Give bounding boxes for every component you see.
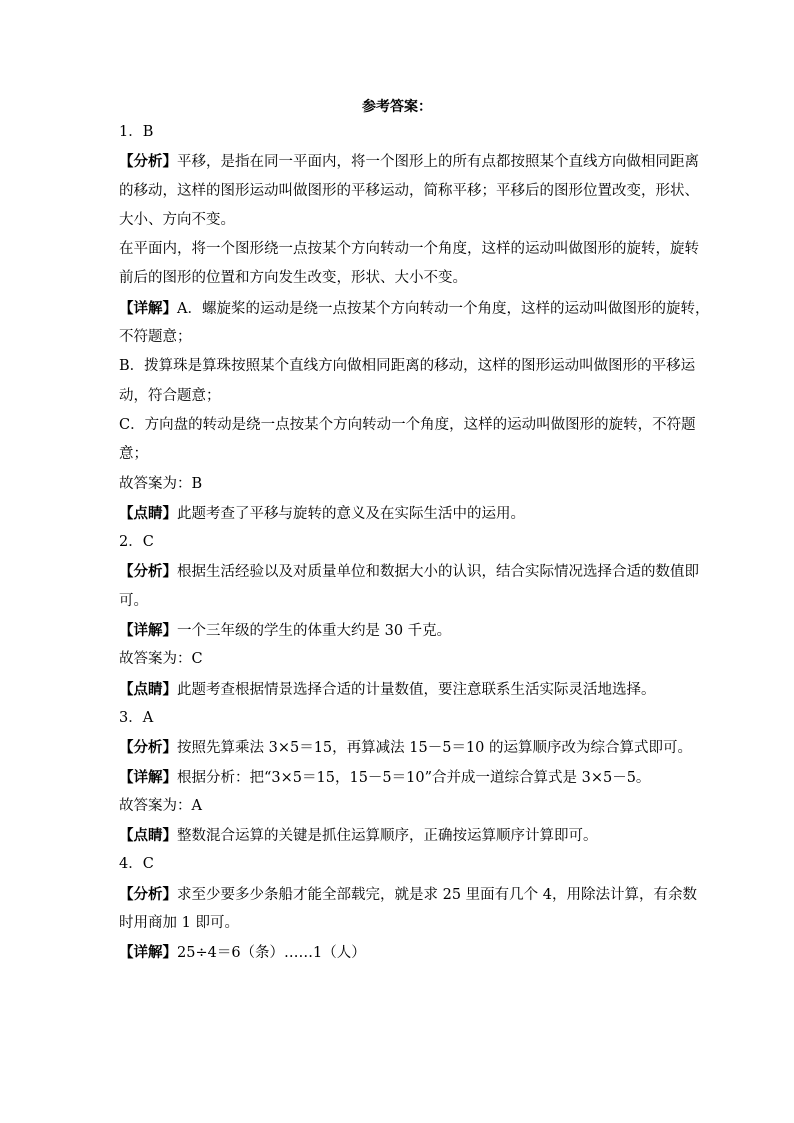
section-tag: 【分析】 xyxy=(119,563,177,581)
text-line xyxy=(119,792,679,821)
line-text: 一个三年级的学生的体重大约是 30 千克。 xyxy=(177,623,452,640)
text-line xyxy=(119,821,679,850)
section-tag: 【详解】 xyxy=(119,944,177,962)
text-line xyxy=(119,235,699,264)
line-text: 25÷4＝6（条）……1（人） xyxy=(177,945,366,962)
text-line xyxy=(119,382,679,411)
line-text: 大小、方向不变。 xyxy=(119,211,235,228)
page-title: 参考答案： xyxy=(362,99,432,115)
text-line xyxy=(119,177,699,206)
text-line xyxy=(119,909,679,938)
line-text: 在平面内，将一个图形绕一点按某个方向转动一个角度，这样的运动叫做图形的旋转，旋转 xyxy=(119,241,699,258)
section-tag: 【点睛】 xyxy=(119,504,177,522)
text-line xyxy=(119,264,679,293)
text-line xyxy=(119,323,679,352)
text-line xyxy=(119,352,696,381)
section-tag: 【详解】 xyxy=(119,299,177,317)
text-line xyxy=(119,675,679,704)
line-text: 不符题意； xyxy=(119,329,192,346)
line-text: 可。 xyxy=(119,592,148,609)
text-line xyxy=(119,763,679,792)
line-text: 前后的图形的位置和方向发生改变，形状、大小不变。 xyxy=(119,270,467,287)
text-line xyxy=(119,147,699,176)
text-line xyxy=(119,938,679,967)
text-line xyxy=(119,645,679,674)
line-text: 此题考查根据情景选择合适的计量数值，要注意联系生活实际灵活地选择。 xyxy=(177,681,656,698)
text-line xyxy=(119,880,698,909)
line-text: 故答案为：B xyxy=(119,475,203,492)
section-tag: 【分析】 xyxy=(119,153,177,171)
section-tag: 【点睛】 xyxy=(119,680,177,698)
line-text: 4．C xyxy=(119,856,154,873)
line-text: 3．A xyxy=(119,709,154,726)
line-text: C．方向盘的转动是绕一点按某个方向转动一个角度，这样的运动叫做图形的旋转，不符题 xyxy=(119,416,696,433)
line-text: A．螺旋桨的运动是绕一点按某个方向转动一个角度，这样的运动叫做图形的旋转， xyxy=(177,300,710,317)
line-text: 2．C xyxy=(119,534,154,551)
text-line xyxy=(119,411,696,440)
line-text: 按照先算乘法 3×5＝15，再算减法 15－5＝10 的运算顺序改为综合算式即可。 xyxy=(177,740,693,757)
section-tag: 【点睛】 xyxy=(119,827,177,845)
line-text: 意； xyxy=(119,446,148,463)
text-line xyxy=(119,499,679,528)
text-line xyxy=(119,850,679,879)
line-text: 1．B xyxy=(119,124,154,140)
text-line xyxy=(119,294,710,323)
answer-content xyxy=(119,118,710,968)
line-text: 此题考查了平移与旋转的意义及在实际生活中的运用。 xyxy=(177,505,525,522)
text-line xyxy=(119,118,679,147)
line-text: 平移，是指在同一平面内，将一个图形上的所有点都按照某个直线方向做相同距离 xyxy=(177,154,699,171)
section-tag: 【分析】 xyxy=(119,739,177,757)
line-text: 根据分析：把“3×5＝15，15－5＝10”合并成一道综合算式是 3×5－5。 xyxy=(177,769,651,786)
text-line xyxy=(119,440,679,469)
text-line xyxy=(119,557,699,586)
line-text: 动，符合题意； xyxy=(119,387,221,404)
text-line xyxy=(119,616,679,645)
line-text: 求至少要多少条船才能全部载完，就是求 25 里面有几个 4，用除法计算，有余数 xyxy=(177,886,698,903)
line-text: 根据生活经验以及对质量单位和数据大小的认识，结合实际情况选择合适的数值即 xyxy=(177,564,699,581)
line-text: B．拨算珠是算珠按照某个直线方向做相同距离的移动，这样的图形运动叫做图形的平移运 xyxy=(119,358,696,375)
line-text: 故答案为：C xyxy=(119,651,203,668)
text-line xyxy=(119,587,679,616)
section-tag: 【分析】 xyxy=(119,885,177,903)
section-tag: 【详解】 xyxy=(119,768,177,786)
section-tag: 【详解】 xyxy=(119,622,177,640)
text-line xyxy=(119,733,693,762)
text-line xyxy=(119,206,679,235)
line-text: 故答案为：A xyxy=(119,797,202,814)
text-line xyxy=(119,470,679,499)
text-line xyxy=(119,528,679,557)
line-text: 的移动，这样的图形运动叫做图形的平移运动，简称平移；平移后的图形位置改变，形状、 xyxy=(119,182,699,199)
line-text: 时用商加 1 即可。 xyxy=(119,915,239,932)
line-text: 整数混合运算的关键是抓住运算顺序，正确按运算顺序计算即可。 xyxy=(177,828,598,845)
text-line xyxy=(119,704,679,733)
